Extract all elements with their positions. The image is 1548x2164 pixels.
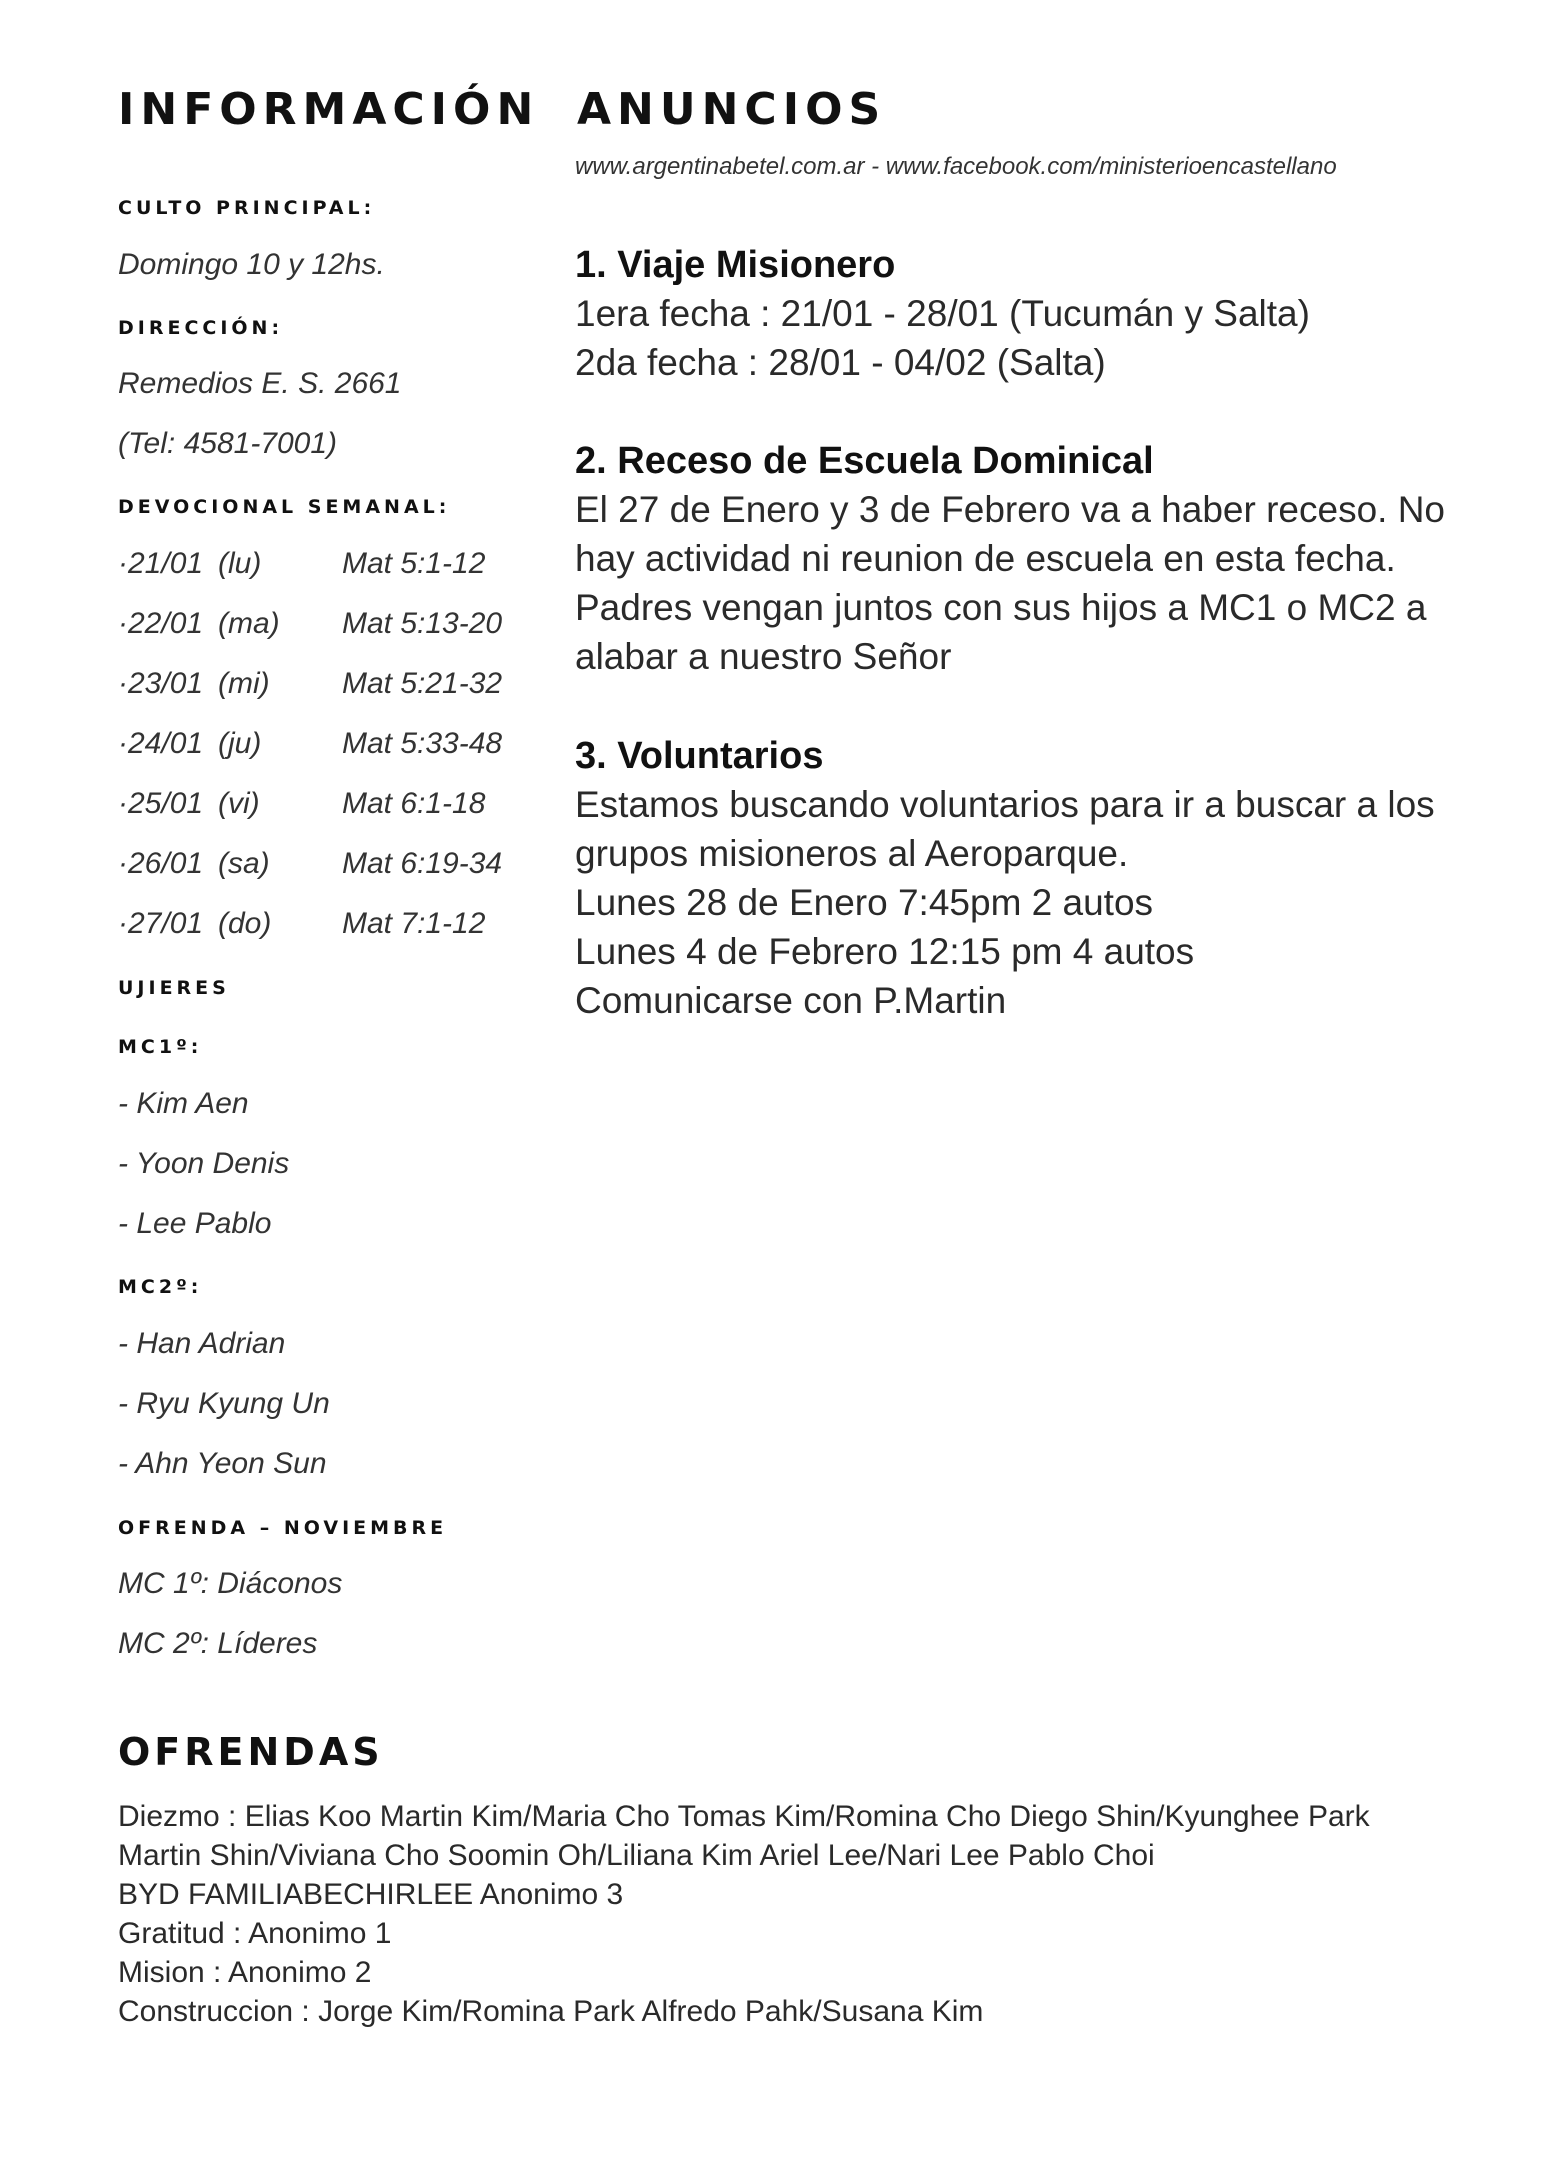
mc1-usher: - Yoon Denis — [118, 1147, 290, 1180]
anuncio-line: 2da fecha : 28/01 - 04/02 (Salta) — [575, 342, 1106, 383]
ofrenda-mc2: MC 2º: Líderes — [118, 1627, 318, 1660]
devocional-day: (ju) — [218, 727, 262, 760]
mc1-label: MC1º: — [118, 1036, 203, 1058]
mc2-usher: - Ahn Yeon Sun — [118, 1447, 327, 1480]
devocional-ref: Mat 6:19-34 — [342, 847, 503, 880]
anuncio-line: Estamos buscando voluntarios para ir a buscar a los — [575, 784, 1435, 825]
devocional-ref: Mat 7:1-12 — [342, 907, 486, 940]
devocional-label: DEVOCIONAL SEMANAL: — [118, 496, 451, 518]
direccion-label: DIRECCIÓN: — [118, 317, 284, 339]
ofrenda-noviembre-label: OFRENDA – NOVIEMBRE — [118, 1517, 448, 1539]
mc1-usher: - Kim Aen — [118, 1087, 249, 1120]
anuncio-line: Padres vengan juntos con sus hijos a MC1 o MC2 a — [575, 587, 1427, 628]
mc2-usher: - Han Adrian — [118, 1327, 286, 1360]
anuncios-links: www.argentinabetel.com.ar - www.facebook.com/ministerioencastellano — [575, 153, 1337, 180]
devocional-date: ·26/01 — [118, 847, 204, 880]
devocional-day: (lu) — [218, 547, 262, 580]
ofrendas-heading: OFRENDAS — [118, 1730, 384, 1774]
anuncio-line: Lunes 28 de Enero 7:45pm 2 autos — [575, 882, 1154, 923]
ofrendas-line: BYD FAMILIABECHIRLEE Anonimo 3 — [118, 1878, 624, 1911]
ofrendas-line: Gratitud : Anonimo 1 — [118, 1917, 392, 1950]
direccion-address: Remedios E. S. 2661 — [118, 367, 402, 400]
devocional-ref: Mat 5:13-20 — [342, 607, 503, 640]
anuncio-line: Comunicarse con P.Martin — [575, 980, 1007, 1021]
anuncio-line: hay actividad ni reunion de escuela en esta fecha. — [575, 538, 1396, 579]
devocional-day: (sa) — [218, 847, 270, 880]
mc1-usher: - Lee Pablo — [118, 1207, 272, 1240]
devocional-ref: Mat 5:33-48 — [342, 727, 503, 760]
devocional-ref: Mat 5:1-12 — [342, 547, 486, 580]
ofrendas-line: Construccion : Jorge Kim/Romina Park Alfredo Pahk/Susana Kim — [118, 1995, 984, 2028]
ofrendas-line: Diezmo : Elias Koo Martin Kim/Maria Cho Tomas Kim/Romina Cho Diego Shin/Kyunghee Park — [118, 1800, 1370, 1833]
anuncio-line: El 27 de Enero y 3 de Febrero va a haber receso. No — [575, 489, 1446, 530]
devocional-day: (vi) — [218, 787, 260, 820]
anuncio-title: 2. Receso de Escuela Dominical — [575, 440, 1154, 482]
anuncio-title: 3. Voluntarios — [575, 735, 824, 777]
direccion-phone: (Tel: 4581-7001) — [118, 427, 338, 460]
devocional-ref: Mat 6:1-18 — [342, 787, 486, 820]
devocional-date: ·24/01 — [118, 727, 204, 760]
devocional-date: ·22/01 — [118, 607, 204, 640]
culto-principal-value: Domingo 10 y 12hs. — [118, 248, 385, 281]
devocional-ref: Mat 5:21-32 — [342, 667, 503, 700]
anuncio-line: 1era fecha : 21/01 - 28/01 (Tucumán y Salta) — [575, 293, 1310, 334]
ujieres-label: UJIERES — [118, 977, 230, 999]
mc2-usher: - Ryu Kyung Un — [118, 1387, 330, 1420]
informacion-heading: INFORMACIÓN — [118, 84, 540, 135]
devocional-date: ·23/01 — [118, 667, 204, 700]
devocional-date: ·27/01 — [118, 907, 204, 940]
ofrenda-mc1: MC 1º: Diáconos — [118, 1567, 343, 1600]
anuncio-line: Lunes 4 de Febrero 12:15 pm 4 autos — [575, 931, 1195, 972]
devocional-day: (do) — [218, 907, 272, 940]
ofrendas-line: Mision : Anonimo 2 — [118, 1956, 372, 1989]
devocional-date: ·21/01 — [118, 547, 204, 580]
anuncios-heading: ANUNCIOS — [577, 84, 887, 135]
ofrendas-line: Martin Shin/Viviana Cho Soomin Oh/Liliana Kim Ariel Lee/Nari Lee Pablo Choi — [118, 1839, 1155, 1872]
devocional-day: (ma) — [218, 607, 280, 640]
devocional-day: (mi) — [218, 667, 270, 700]
anuncio-line: alabar a nuestro Señor — [575, 636, 952, 677]
anuncio-title: 1. Viaje Misionero — [575, 244, 896, 286]
anuncio-line: grupos misioneros al Aeroparque. — [575, 833, 1129, 874]
mc2-label: MC2º: — [118, 1276, 203, 1298]
devocional-date: ·25/01 — [118, 787, 204, 820]
culto-principal-label: CULTO PRINCIPAL: — [118, 197, 376, 219]
